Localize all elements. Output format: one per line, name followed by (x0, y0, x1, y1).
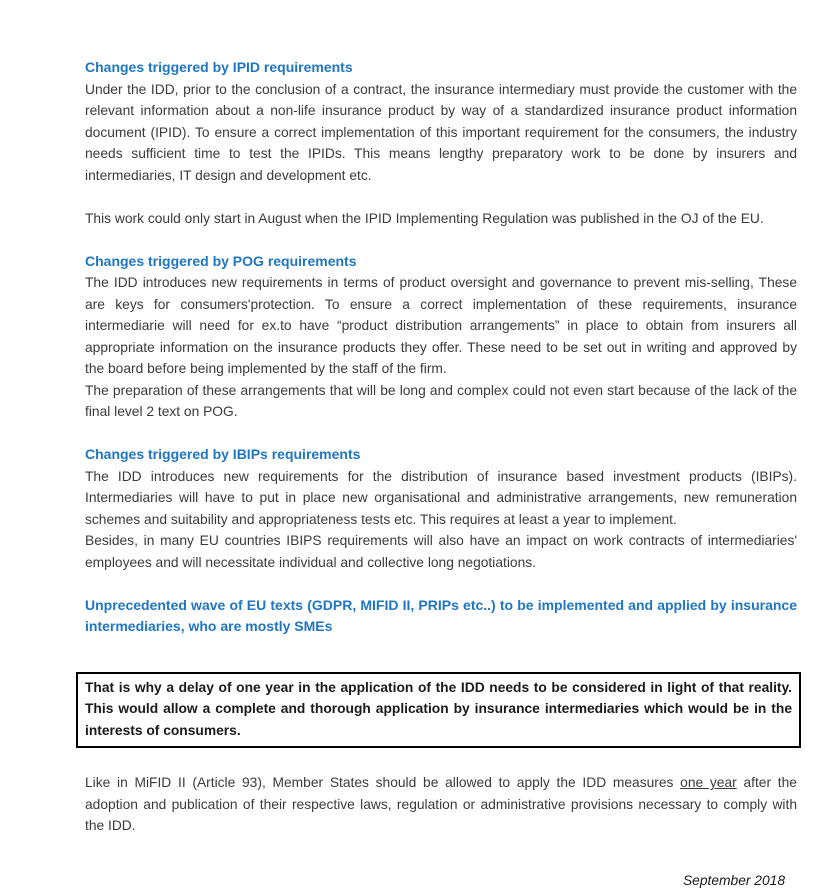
boxed-statement: That is why a delay of one year in the application of the IDD needs to be considered in light of that reality. This would allow a complete and thorough application by insurance intermediaries which would be in the interests of consumers. (76, 672, 801, 749)
paragraph-final-mifid (85, 772, 797, 837)
document-date: September 2018 (85, 870, 785, 891)
final-para-before: Like in MiFID II (Article 93), Member States should be allowed to apply the IDD measures (85, 775, 680, 790)
paragraph-ipid-august: This work could only start in August when the IPID Implementing Regulation was published in the OJ of the EU. (85, 208, 797, 230)
paragraph-ibips-besides: Besides, in many EU countries IBIPS requirements will also have an impact on work contracts of intermediaries' employees and will necessitate individual and collective long negotiations. (85, 530, 797, 573)
paragraph-ibips-body: The IDD introduces new requirements for the distribution of insurance based investment products (IBIPs). Intermediaries will have to put in place new organisational and administrative arrangements, new remuneration schemes and suitability and appropriateness tests etc. This requires at least a year to implement. (85, 466, 797, 531)
final-para-after: after the adoption and publication of their respective laws, regulation or administrative provisions necessary to comply with the IDD. (85, 775, 797, 833)
paragraph-pog-preparation: The preparation of these arrangements that will be long and complex could not even start because of the lack of the final level 2 text on POG. (85, 380, 797, 423)
paragraph-pog-body: The IDD introduces new requirements in terms of product oversight and governance to prevent mis-selling, These are keys for consumers'protection. To ensure a correct implementation of these requirements, insurance intermediarie will need for ex.to have “product distribution arrangements” in place to obtain from insurers all appropriate information on the insurance products they offer. These need to be set out in writing and approved by the board before being implemented by the staff of the firm. (85, 272, 797, 380)
final-para-one-year-underlined: one year (680, 775, 737, 790)
heading-ibips-requirements: Changes triggered by IBIPs requirements (85, 444, 797, 466)
paragraph-ipid-body: Under the IDD, prior to the conclusion of a contract, the insurance intermediary must provide the customer with the relevant information about a non-life insurance product by way of a standardized insurance product information document (IPID). To ensure a correct implementation of this important requirement for the consumers, the industry needs sufficient time to test the IPIDs. This means lengthy preparatory work to be done by insurers and intermediaries, IT design and development etc. (85, 79, 797, 187)
heading-ipid-requirements: Changes triggered by IPID requirements (85, 57, 797, 79)
heading-pog-requirements: Changes triggered by POG requirements (85, 251, 797, 273)
heading-unprecedented-wave: Unprecedented wave of EU texts (GDPR, MIFID II, PRIPs etc..) to be implemented and applied by insurance intermediaries, who are mostly SMEs (85, 595, 797, 638)
